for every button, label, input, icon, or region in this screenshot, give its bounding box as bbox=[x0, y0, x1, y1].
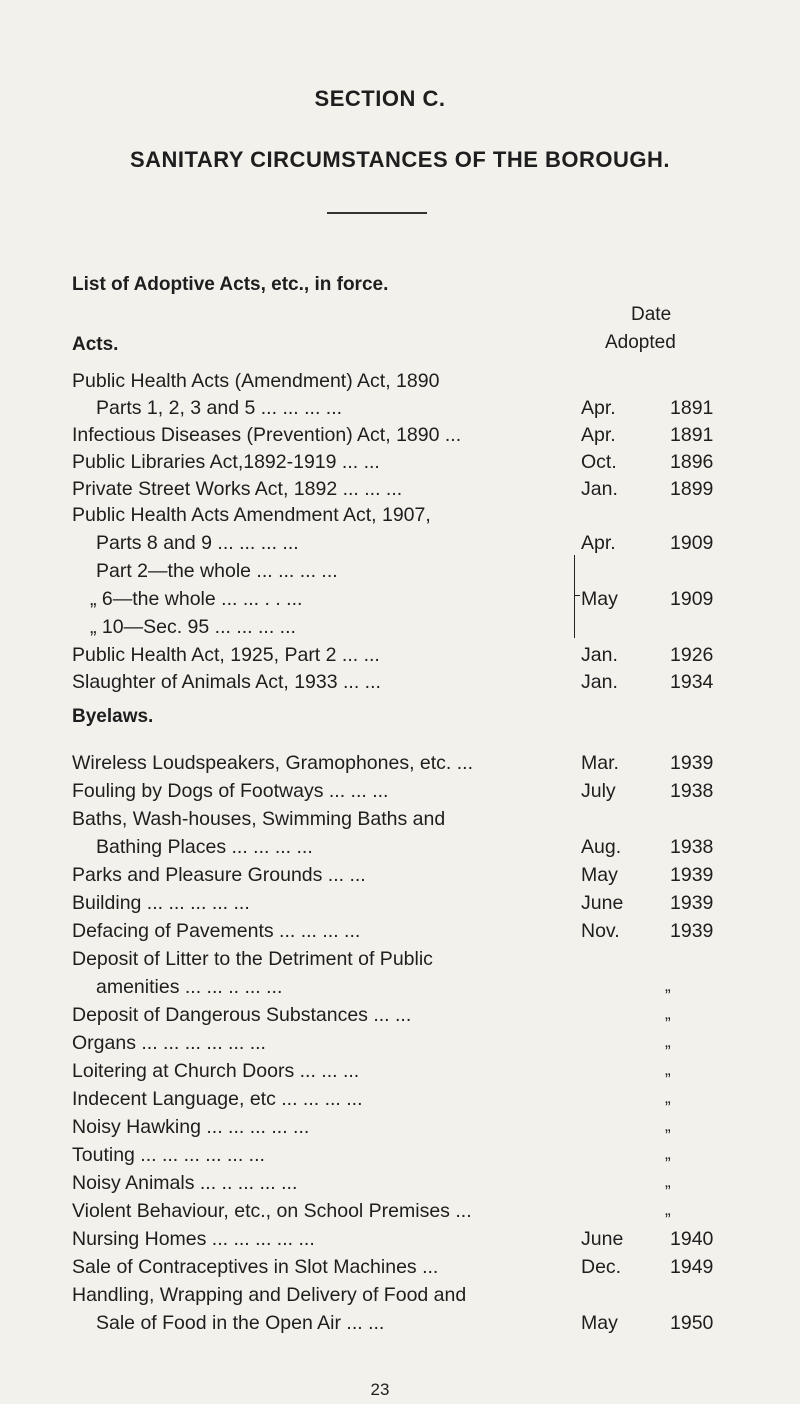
byelaw-row bbox=[0, 1312, 800, 1340]
act-row-year: 1909 bbox=[670, 588, 714, 610]
byelaw-row bbox=[0, 1200, 800, 1228]
act-row-label: Public Health Acts Amendment Act, 1907, bbox=[72, 504, 431, 526]
byelaw-row bbox=[0, 864, 800, 892]
act-row-year: 1934 bbox=[670, 671, 714, 693]
act-row-month: Jan. bbox=[581, 478, 618, 500]
act-row-month: Jan. bbox=[581, 644, 618, 666]
act-row bbox=[0, 504, 800, 532]
byelaw-row-label: Deposit of Dangerous Substances ... ... bbox=[72, 1004, 412, 1026]
byelaw-row bbox=[0, 808, 800, 836]
byelaw-row-ditto-mark: „ bbox=[665, 1032, 671, 1051]
act-row bbox=[0, 644, 800, 672]
byelaw-row-year: 1939 bbox=[670, 920, 714, 942]
act-row-label: Private Street Works Act, 1892 ... ... ... bbox=[72, 478, 403, 500]
page-number: 23 bbox=[370, 1380, 390, 1399]
byelaw-row-label: Parks and Pleasure Grounds ... ... bbox=[72, 864, 366, 886]
byelaw-row bbox=[0, 1172, 800, 1200]
byelaw-row-month: Dec. bbox=[581, 1256, 622, 1278]
byelaw-row bbox=[0, 1004, 800, 1032]
byelaw-row bbox=[0, 1088, 800, 1116]
byelaw-row-year: 1940 bbox=[670, 1228, 714, 1250]
byelaw-row-ditto-mark: „ bbox=[665, 1060, 671, 1079]
byelaw-row-label: Handling, Wrapping and Delivery of Food and bbox=[72, 1284, 467, 1306]
act-row-year: 1909 bbox=[670, 532, 714, 554]
act-row-month: Apr. bbox=[581, 424, 616, 446]
byelaw-row-ditto-mark: „ bbox=[665, 976, 671, 995]
act-row-year: 1891 bbox=[670, 424, 714, 446]
act-row bbox=[0, 451, 800, 479]
byelaw-row bbox=[0, 892, 800, 920]
byelaw-row-label: Touting ... ... ... ... ... ... bbox=[72, 1144, 265, 1166]
act-row bbox=[0, 397, 800, 425]
act-row-month: Apr. bbox=[581, 532, 616, 554]
byelaw-row bbox=[0, 1256, 800, 1284]
act-row bbox=[0, 671, 800, 699]
date-header-line2: Adopted bbox=[605, 332, 676, 353]
act-row-label: Public Health Acts (Amendment) Act, 1890 bbox=[72, 370, 440, 392]
byelaw-row-label: Deposit of Litter to the Detriment of Public bbox=[72, 948, 433, 970]
byelaw-row-label: Nursing Homes ... ... ... ... ... bbox=[72, 1228, 315, 1250]
byelaw-row bbox=[0, 780, 800, 808]
act-row-label: Parts 8 and 9 ... ... ... ... bbox=[96, 532, 299, 554]
act-row-year: 1899 bbox=[670, 478, 714, 500]
byelaw-row-label: Indecent Language, etc ... ... ... ... bbox=[72, 1088, 363, 1110]
act-row-label: Public Libraries Act,1892-1919 ... ... bbox=[72, 451, 380, 473]
act-row-label: Parts 1, 2, 3 and 5 ... ... ... ... bbox=[96, 397, 343, 419]
act-row-label: „ 6—the whole ... ... . . ... bbox=[90, 588, 303, 610]
byelaw-row-year: 1950 bbox=[670, 1312, 714, 1334]
act-row-month: May bbox=[581, 588, 618, 610]
byelaw-row-label: Sale of Food in the Open Air ... ... bbox=[96, 1312, 385, 1334]
act-row bbox=[0, 370, 800, 398]
act-row-month: Jan. bbox=[581, 671, 618, 693]
byelaw-row-year: 1939 bbox=[670, 892, 714, 914]
byelaw-row-month: June bbox=[581, 1228, 624, 1250]
act-row bbox=[0, 478, 800, 506]
title-divider bbox=[327, 212, 427, 214]
byelaw-row-label: Noisy Animals ... .. ... ... ... bbox=[72, 1172, 298, 1194]
byelaw-row bbox=[0, 836, 800, 864]
byelaw-row-label: Noisy Hawking ... ... ... ... ... bbox=[72, 1116, 310, 1138]
byelaw-row-label: Violent Behaviour, etc., on School Premises ... bbox=[72, 1200, 472, 1222]
brace-bracket bbox=[566, 555, 575, 638]
byelaw-row bbox=[0, 1032, 800, 1060]
byelaw-row-month: Mar. bbox=[581, 752, 619, 774]
byelaw-row-month: May bbox=[581, 1312, 618, 1334]
byelaw-row-month: June bbox=[581, 892, 624, 914]
list-heading: List of Adoptive Acts, etc., in force. bbox=[72, 274, 389, 295]
byelaw-row-label: Wireless Loudspeakers, Gramophones, etc. ... bbox=[72, 752, 474, 774]
act-row bbox=[0, 560, 800, 588]
byelaw-row-label: Building ... ... ... ... ... bbox=[72, 892, 250, 914]
act-row-month: Oct. bbox=[581, 451, 617, 473]
byelaw-row-ditto-mark: „ bbox=[665, 1116, 671, 1135]
act-row-label: „ 10—Sec. 95 ... ... ... ... bbox=[90, 616, 296, 638]
byelaw-row-month: July bbox=[581, 780, 616, 802]
act-row-year: 1891 bbox=[670, 397, 714, 419]
act-row-month: Apr. bbox=[581, 397, 616, 419]
act-row-year: 1896 bbox=[670, 451, 714, 473]
byelaw-row-label: Baths, Wash-houses, Swimming Baths and bbox=[72, 808, 446, 830]
byelaw-row-label: Sale of Contraceptives in Slot Machines ... bbox=[72, 1256, 439, 1278]
section-title: SECTION C. bbox=[314, 86, 446, 111]
act-row-label: Slaughter of Animals Act, 1933 ... ... bbox=[72, 671, 381, 693]
byelaw-row-ditto-mark: „ bbox=[665, 1200, 671, 1219]
byelaw-row bbox=[0, 948, 800, 976]
byelaw-row-ditto-mark: „ bbox=[665, 1004, 671, 1023]
byelaw-row-label: Defacing of Pavements ... ... ... ... bbox=[72, 920, 361, 942]
byelaw-row bbox=[0, 1060, 800, 1088]
page-title: SANITARY CIRCUMSTANCES OF THE BOROUGH. bbox=[129, 147, 671, 172]
byelaw-row-ditto-mark: „ bbox=[665, 1144, 671, 1163]
byelaw-row bbox=[0, 920, 800, 948]
byelaw-row-year: 1939 bbox=[670, 864, 714, 886]
byelaw-row-year: 1938 bbox=[670, 836, 714, 858]
act-row bbox=[0, 424, 800, 452]
byelaw-row-year: 1949 bbox=[670, 1256, 714, 1278]
byelaw-row-month: May bbox=[581, 864, 618, 886]
byelaw-row-label: Organs ... ... ... ... ... ... bbox=[72, 1032, 266, 1054]
byelaw-row bbox=[0, 1228, 800, 1256]
byelaw-row-year: 1938 bbox=[670, 780, 714, 802]
byelaw-row-label: Fouling by Dogs of Footways ... ... ... bbox=[72, 780, 389, 802]
act-row-label: Public Health Act, 1925, Part 2 ... ... bbox=[72, 644, 380, 666]
act-row-year: 1926 bbox=[670, 644, 714, 666]
byelaws-heading: Byelaws. bbox=[72, 706, 154, 727]
byelaw-row-ditto-mark: „ bbox=[665, 1172, 671, 1191]
byelaw-row bbox=[0, 1144, 800, 1172]
byelaw-row-label: Bathing Places ... ... ... ... bbox=[96, 836, 313, 858]
byelaw-row-ditto-mark: „ bbox=[665, 1088, 671, 1107]
act-row bbox=[0, 616, 800, 644]
acts-header: Acts. bbox=[72, 334, 119, 355]
byelaw-row bbox=[0, 752, 800, 780]
byelaw-row-year: 1939 bbox=[670, 752, 714, 774]
byelaw-row-month: Aug. bbox=[581, 836, 622, 858]
date-header-line1: Date bbox=[631, 304, 672, 325]
byelaw-row-month: Nov. bbox=[581, 920, 620, 942]
byelaw-row bbox=[0, 976, 800, 1004]
act-row-label: Part 2—the whole ... ... ... ... bbox=[96, 560, 338, 582]
act-row-label: Infectious Diseases (Prevention) Act, 1890 ... bbox=[72, 424, 462, 446]
byelaw-row-label: amenities ... ... .. ... ... bbox=[96, 976, 283, 998]
byelaw-row bbox=[0, 1284, 800, 1312]
act-row bbox=[0, 588, 800, 616]
byelaw-row-label: Loitering at Church Doors ... ... ... bbox=[72, 1060, 360, 1082]
act-row bbox=[0, 532, 800, 560]
byelaw-row bbox=[0, 1116, 800, 1144]
